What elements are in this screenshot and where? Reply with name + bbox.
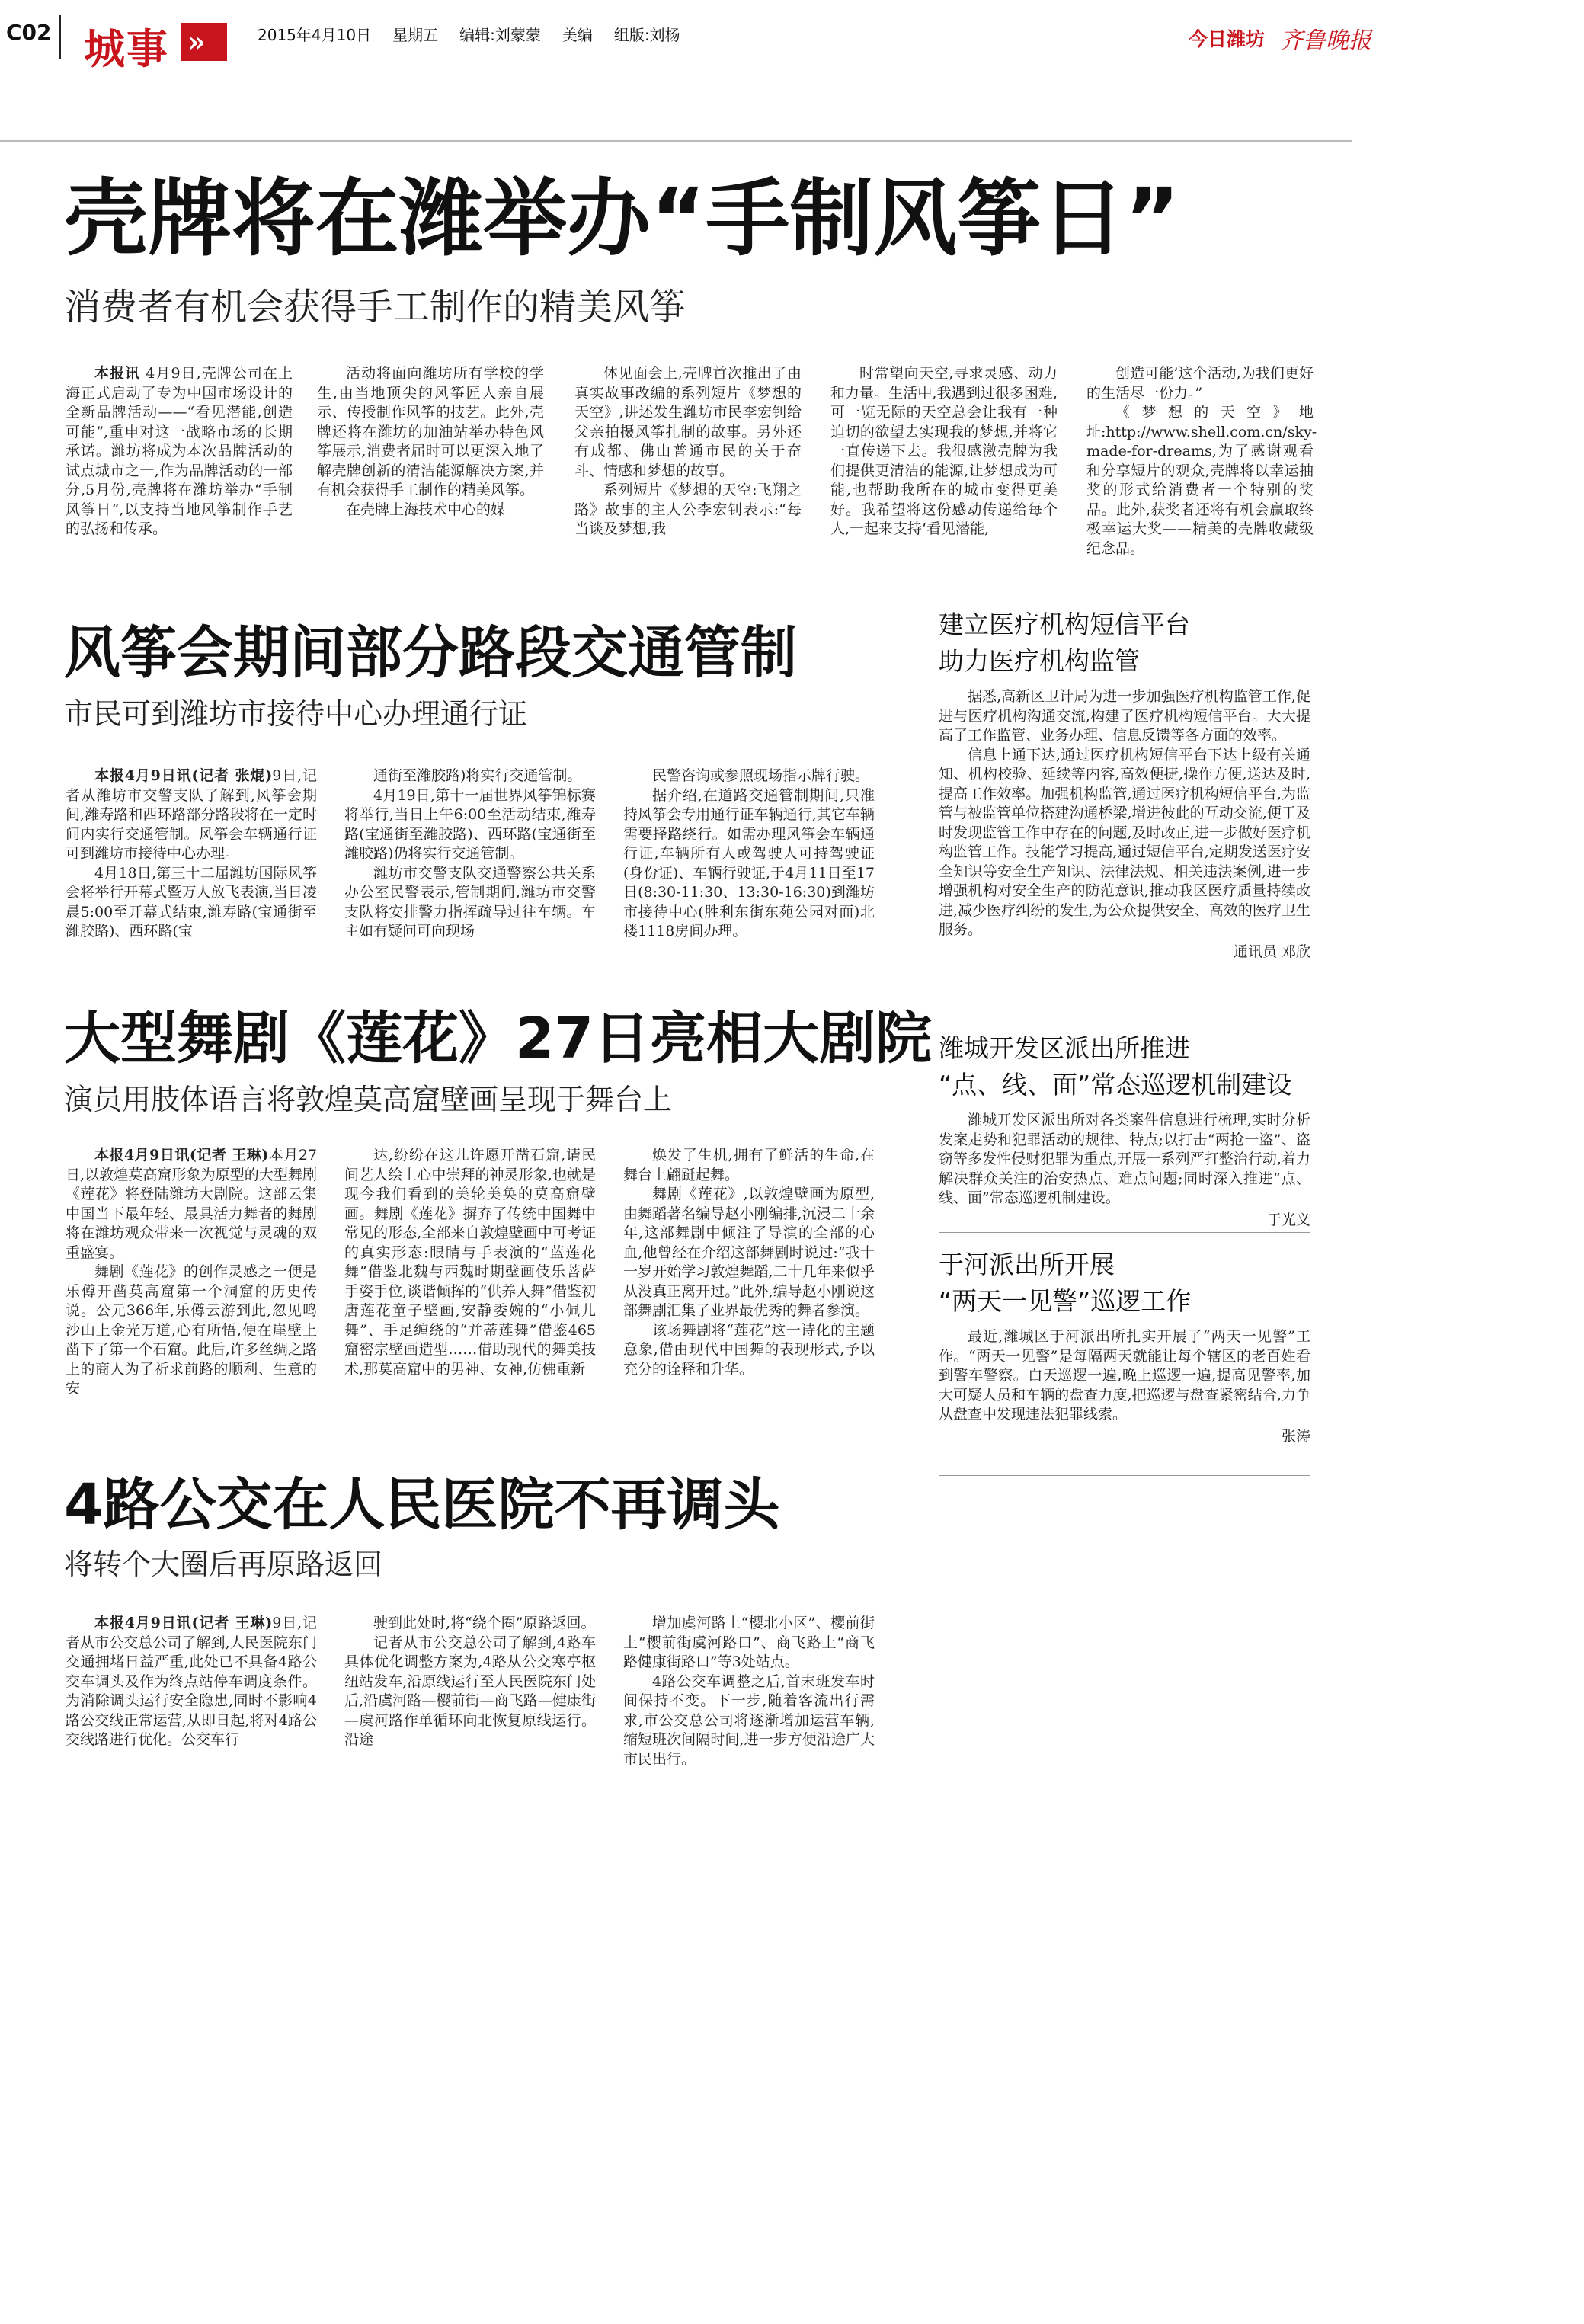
paragraph: 舞剧《莲花》,以敦煌壁画为原型,由舞蹈著名编导赵小刚编排,沉浸二十余年,这部舞剧中倾注了导演的全部的心血,他曾经在介绍这部舞剧时说过:“我十一岁开始学习敦煌舞蹈,二十几年来似乎从没真正离开过。”此外,编导赵小刚说这部舞剧汇集了业界最优秀的舞者参演。: [623, 1186, 875, 1319]
sidebar-brief: [939, 1030, 1310, 1229]
issue-date: 2015年4月10日: [258, 26, 372, 44]
paragraph: 潍坊市交警支队交通警察公共关系办公室民警表示,管制期间,潍坊市交警支队将安排警力指挥疏导过往车辆。车主如有疑问可向现场: [344, 864, 596, 940]
brief-divider: [939, 1475, 1310, 1476]
paragraph: 通街至潍胶路)将实行交通管制。: [373, 767, 582, 784]
header-brand: [1189, 21, 1371, 55]
story-column: [66, 1614, 317, 1750]
paragraph: 活动将面向潍坊所有学校的学生,由当地顶尖的风筝匠人亲自展示、传授制作风筝的技艺。此外,壳牌还将在潍坊的加油站举办特色风筝展示,消费者届时可以更深入地了解壳牌创新的清洁能源解决方案,并有机会获得手工制作的精美风筝。: [317, 365, 544, 498]
story-column: [1086, 364, 1317, 559]
story-column: [66, 767, 317, 942]
brief-title-line: “两天一见警”巡逻工作: [939, 1286, 1192, 1316]
story-subheadline: 市民可到潍坊市接待中心办理通行证: [64, 697, 528, 731]
brief-body: [939, 1111, 1310, 1208]
paragraph: 4月19日,第十一届世界风筝锦标赛将举行,当日上午6:00至活动结束,潍寿路(宝通街至潍胶路)、西环路(宝通街至潍胶路)仍将实行交通管制。: [344, 786, 596, 862]
paragraph: 焕发了生机,拥有了鲜活的生命,在舞台上翩跹起舞。: [623, 1147, 875, 1183]
sidebar-brief: [939, 607, 1310, 961]
story-subheadline: 演员用肢体语言将敦煌莫高窟壁画呈现于舞台上: [64, 1083, 673, 1116]
lead-dateline: 本报讯: [94, 365, 141, 382]
paragraph: 在壳牌上海技术中心的媒: [346, 501, 506, 518]
paragraph: 4路公交车调整之后,首末班发车时间保持不变。下一步,随着客流出行需求,市公交总公司将逐渐增加运营车辆,缩短班次间隔时间,进一步方便沿途广大市民出行。: [623, 1673, 875, 1768]
story-column: [344, 1146, 596, 1379]
paragraph: 增加虞河路上“樱北小区”、樱前街上“樱前街虞河路口”、商飞路上“商飞路健康街路口”等3处站点。: [623, 1615, 875, 1670]
paragraph: 本报4月9日讯(记者 张焜)9日,记者从潍坊市交警支队了解到,风筝会期间,潍寿路和西环路部分路段将在一定时间内实行交通管制。风筝会车辆通行证可到潍坊市接待中心办理。: [66, 767, 317, 862]
story-subheadline: 消费者有机会获得手工制作的精美风筝: [64, 286, 686, 328]
layout-credit: 组版:刘杨: [613, 26, 680, 44]
issue-weekday: 星期五: [392, 26, 439, 44]
page-number: C02: [6, 20, 52, 45]
story-column: [66, 364, 293, 539]
brief-title-line: “点、线、面”常态巡逻机制建设: [939, 1070, 1292, 1100]
paragraph: 驶到此处时,将“绕个圈”原路返回。: [373, 1615, 596, 1631]
lead-dateline: 本报4月9日讯(记者 张焜): [94, 767, 273, 784]
brief-title: [939, 607, 1310, 680]
paragraph: 最近,潍城区于河派出所扎实开展了“两天一见警”工作。“两天一见警”是每隔两天就能让每个辖区的老百姓看到警车警察。白天巡逻一遍,晚上巡逻一遍,提高见警率,加大可疑人员和车辆的盘查力度,把巡逻与盘查紧密结合,力争从盘查中发现违法犯罪线索。: [939, 1328, 1310, 1423]
story-column: [830, 364, 1058, 539]
story-column: [574, 364, 802, 539]
brief-byline: 张涛: [1281, 1427, 1310, 1445]
paragraph: 民警咨询或参照现场指示牌行驶。: [652, 767, 870, 784]
section-title: 城事: [84, 25, 169, 73]
story-headline: 大型舞剧《莲花》27日亮相大剧院: [64, 1006, 932, 1071]
story-column: [317, 364, 544, 520]
story-column: [623, 1146, 875, 1379]
brief-title-line: 潍城开发区派出所推进: [939, 1033, 1190, 1063]
brief-title-line: 于河派出所开展: [939, 1250, 1115, 1279]
paragraph: 4月18日,第三十二届潍坊国际风筝会将举行开幕式暨万人放飞表演,当日凌晨5:00至开幕式结束,潍寿路(宝通街至潍胶路)、西环路(宝: [66, 864, 317, 940]
lead-dateline: 本报4月9日讯(记者 王琳): [94, 1615, 273, 1631]
story-column: [344, 767, 596, 942]
paragraph: 潍城开发区派出所对各类案件信息进行梳理,实时分析发案走势和犯罪活动的规律、特点;以打击“两抢一盗”、盗窃等多发性侵财犯罪为重点,开展一系列严打整治行动,着力解决群众关注的治安热点、难点问题;同时深入推进“点、线、面”常态巡逻机制建设。: [939, 1112, 1310, 1206]
paragraph: 系列短片《梦想的天空:飞翔之路》故事的主人公李宏钊表示:“每当谈及梦想,我: [574, 482, 802, 537]
story-column: [344, 1614, 596, 1750]
story-headline: 4路公交在人民医院不再调头: [64, 1472, 780, 1538]
column-text: 4月9日,壳牌公司在上海正式启动了专为中国市场设计的全新品牌活动——“看见潜能,创造可能”,重申对这一战略市场的长期承诺。潍坊将成为本次品牌活动的试点城市之一,作为品牌活动的一部分,5月份,壳牌将在潍坊举办“手制风筝日”,以支持当地风筝制作手艺的弘扬和传承。: [66, 365, 293, 537]
brief-divider: [939, 1232, 1310, 1233]
story-subheadline: 将转个大圈后再原路返回: [64, 1548, 383, 1581]
brief-body: [939, 687, 1310, 940]
newspaper-logo: 齐鲁晚报: [1280, 27, 1372, 54]
paragraph: 本报4月9日讯(记者 王琳)本月27日,以敦煌莫高窟形象为原型的大型舞剧《莲花》将登陆潍坊大剧院。这部云集中国当下最年轻、最具活力舞者的舞剧将在潍坊观众带来一次视觉与灵魂的双重盛宴。: [66, 1147, 317, 1261]
paragraph: 体见面会上,壳牌首次推出了由真实故事改编的系列短片《梦想的天空》,讲述发生潍坊市民李宏钊给父亲拍摄风筝扎制的故事。另外还有成都、佛山普通市民的关于奋斗、情感和梦想的故事。: [574, 365, 802, 479]
brief-byline: 于光义: [1266, 1211, 1310, 1228]
header-rule: [0, 140, 1352, 142]
story-headline: 壳牌将在潍举办“手制风筝日”: [64, 170, 1180, 267]
brief-title-line: 助力医疗机构监管: [939, 646, 1140, 676]
lead-dateline: 本报4月9日讯(记者 王琳): [94, 1147, 269, 1164]
brief-title: [939, 1247, 1310, 1320]
paragraph: 创造可能’这个活动,为我们更好的生活尽一份力。”: [1086, 365, 1314, 402]
paragraph: 本报4月9日讯(记者 王琳)9日,记者从市公交总公司了解到,人民医院东门交通拥堵日益严重,此处已不具备4路公交车调头及作为终点站停车调度条件。为消除调头运行安全隐患,同时不影响4路公交线正常运营,从即日起,将对4路公交线路进行优化。公交车行: [66, 1615, 317, 1748]
paragraph: 该场舞剧将“莲花”这一诗化的主题意象,借由现代中国舞的表现形式,予以充分的诠释和升华。: [623, 1321, 875, 1378]
brief-title-line: 建立医疗机构短信平台: [939, 610, 1190, 639]
paragraph: 据悉,高新区卫计局为进一步加强医疗机构监管工作,促进与医疗机构沟通交流,构建了医疗机构短信平台。大大提高了工作监管、业务办理、信息反馈等各方面的效率。: [939, 688, 1310, 744]
paragraph: 达,纷纷在这儿许愿开凿石窟,请民间艺人绘上心中崇拜的神灵形象,也就是现今我们看到的美轮美奂的莫高窟壁画。舞剧《莲花》摒弃了传统中国舞中常见的形态,全部来自敦煌壁画中可考证的真实形态:眼睛与手表演的“蓝莲花舞”借鉴北魏与西魏时期壁画伎乐菩萨手姿手位,谈谐倾挥的“供养人舞”借鉴初唐莲花童子壁画,安静委婉的“小佩儿舞”、手足缠绕的“并蒂莲舞”借鉴465窟密宗壁画造型……借助现代的舞美技术,那莫高窟中的男神、女神,仿佛重新: [344, 1147, 596, 1378]
header-divider: [59, 15, 61, 59]
brief-title: [939, 1030, 1310, 1103]
edition-label: 今日潍坊: [1189, 28, 1266, 50]
chevron-right-icon: »: [181, 23, 227, 61]
paragraph: 时常望向天空,寻求灵感、动力和力量。生活中,我遇到过很多困难,可一览无际的天空总会让我有一种迫切的欲望去实现我的梦想,并将它一直传递下去。我很感激壳牌为我们提供更清洁的能源,让梦想成为可能,也帮助我所在的城市变得更美好。我希望将这份感动传递给每个人,一起来支持‘看见潜能,: [830, 365, 1058, 537]
editor-credit: 编辑:刘蒙蒙: [459, 26, 541, 44]
brief-body: [939, 1327, 1310, 1425]
artist-credit: 美编: [562, 26, 593, 44]
story-column: [66, 1146, 317, 1399]
paragraph: 记者从市公交总公司了解到,4路车具体优化调整方案为,4路从公交寒亭枢纽站发车,沿原线运行至人民医院东门处后,沿虞河路—樱前街—商飞路—健康街—虞河路作单循环向北恢复原线运行。沿途: [344, 1634, 596, 1748]
paragraph: 《梦想的天空》地址:http://www.shell.com.cn/sky-made-for-dreams,为了感谢观看和分享短片的观众,壳牌将以幸运抽奖的形式给消费者一个特别的奖品。此外,获奖者还将有机会赢取终极幸运大奖——精美的壳牌收藏级纪念品。: [1086, 404, 1317, 557]
story-column: [623, 767, 875, 942]
sidebar-brief: [939, 1247, 1310, 1445]
story-headline: 风筝会期间部分路段交通管制: [64, 620, 797, 686]
header-meta: [258, 23, 680, 45]
paragraph: 信息上通下达,通过医疗机构短信平台下达上级有关通知、机构校验、延续等内容,高效便捷,操作方便,送达及时,提高工作效率。加强机构监管,通过医疗机构短信平台,为监管与被监管单位搭建沟通桥梁,增进彼此的互动交流,便于及时发现监管工作中存在的问题,及时改正,进一步做好医疗机构监管工作。技能学习提高,通过短信平台,定期发送医疗安全知识等安全生产知识、法律法规、相关违法案例,进一步增强机构对安全生产的防范意识,推动我区医疗质量持续改进,减少医疗纠纷的发生,为公众提供安全、高效的医疗卫生服务。: [939, 746, 1310, 938]
brief-byline: 通讯员 邓欣: [1233, 943, 1310, 960]
paragraph: 据介绍,在道路交通管制期间,只准持风筝会专用通行证车辆通行,其它车辆需要择路绕行。如需办理风筝会车辆通行证,车辆所有人或驾驶人可持驾驶证(身份证)、车辆行驶证,于4月11日至17日(8:30-11:30、13:30-16:30)到潍坊市接待中心(胜利东街东苑公园对面)北楼1118房间办理。: [623, 786, 875, 940]
story-column: [623, 1614, 875, 1769]
paragraph: 舞剧《莲花》的创作灵感之一便是乐僔开凿莫高窟第一个洞窟的历史传说。公元366年,乐僔云游到此,忽见鸣沙山上金光万道,心有所悟,便在崖壁上凿下了第一个石窟。此后,许多丝绸之路上的商人为了祈求前路的顺利、生意的安: [66, 1263, 317, 1397]
